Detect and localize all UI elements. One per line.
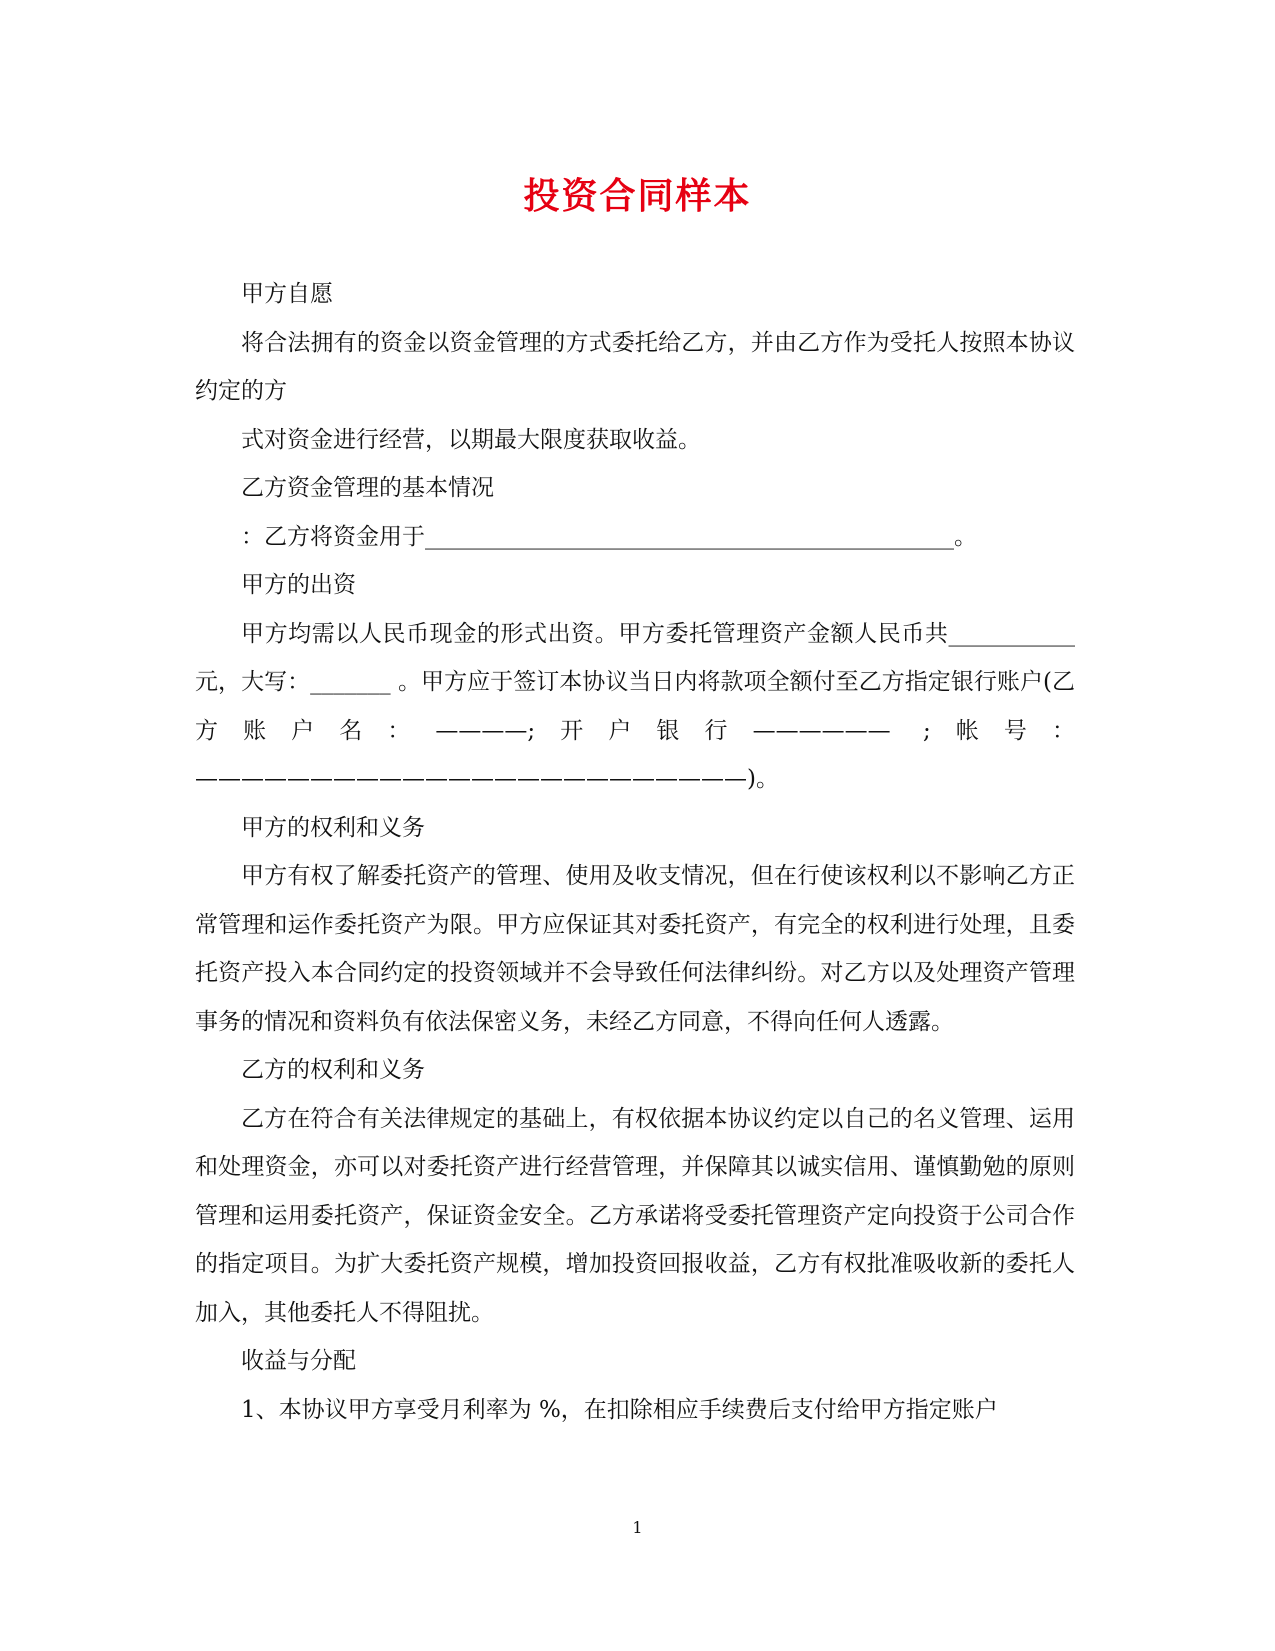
paragraph: 甲方有权了解委托资产的管理、使用及收支情况，但在行使该权利以不影响乙方正常管理和运作委托资产为限。甲方应保证其对委托资产，有完全的权利进行处理，且委托资产投入本合同约定的投资领域并不会导致任何法律纠纷。对乙方以及处理资产管理事务的情况和资料负有依法保密义务，未经乙方同意，不得向任何人透露。	[195, 863, 1075, 1035]
paragraph: 乙方在符合有关法律规定的基础上，有权依据本协议约定以自己的名义管理、运用和处理资金，亦可以对委托资产进行经营管理，并保障其以诚实信用、谨慎勤勉的原则管理和运用委托资产，保证资金安全。乙方承诺将受委托管理资产定向投资于公司合作的指定项目。为扩大委托资产规模，增加投资回报收益，乙方有权批准吸收新的委托人加入，其他委托人不得阻扰。	[195, 1105, 1075, 1326]
paragraph: 1、本协议甲方享受月利率为 %，在扣除相应手续费后支付给甲方指定账户	[241, 1396, 998, 1423]
document-body	[195, 270, 1075, 1434]
page-number: 1	[632, 1518, 643, 1537]
paragraph: 甲方的权利和义务	[241, 814, 425, 841]
paragraph: 收益与分配	[241, 1348, 356, 1374]
document-title: 投资合同样本	[523, 175, 752, 217]
paragraph: 乙方的权利和义务	[241, 1057, 425, 1083]
paragraph: 乙方资金管理的基本情况	[241, 475, 494, 501]
paragraph: 式对资金进行经营，以期最大限度获取收益。	[241, 426, 701, 453]
paragraph: 甲方均需以人民币现金的形式出资。甲方委托管理资产金额人民币共___________元，大写：_______ 。甲方应于签订本协议当日内将款项全额付至乙方指定银行账户(乙方账户名：————;开户银行—————— ;帐号：————————————————————————)。	[195, 620, 1075, 792]
paragraph: 甲方自愿	[241, 281, 333, 307]
paragraph: 甲方的出资	[241, 572, 356, 598]
paragraph: ：乙方将资金用于______________________________________________。	[241, 523, 977, 550]
paragraph: 将合法拥有的资金以资金管理的方式委托给乙方，并由乙方作为受托人按照本协议约定的方	[195, 329, 1075, 404]
